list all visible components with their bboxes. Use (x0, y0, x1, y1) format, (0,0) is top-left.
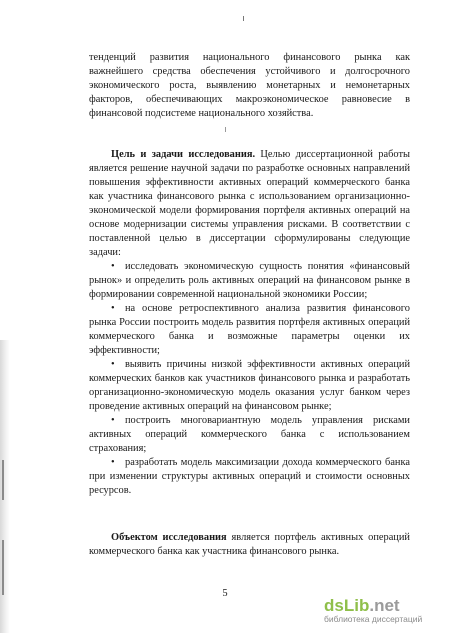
bullet-icon: • (111, 359, 115, 370)
goals-section (89, 148, 410, 498)
object-paragraph (89, 531, 410, 559)
object-text: является портфель активных операций коммерческого банка как участника финансового рынка. (89, 532, 410, 557)
bullet-icon: • (111, 457, 115, 468)
intro-text: тенденций развития национального финансового рынка как важнейшего средства обеспечения устойчивого и долгосрочного экономического роста, выявлению монетарных и немонетарных факторов, обеспечивающих макроэкономическое равновесие в финансовой подсистеме национального хозяйства. (89, 52, 410, 119)
task-text: выявить причины низкой эффективности активных операций коммерческих банков как участников финансового рынка и разработать организационно-экономическую модель оказания услуг банком через проведение активных операций на финансовом рынке; (89, 359, 410, 412)
goals-heading: Цель и задачи исследования. (111, 149, 256, 160)
scan-mark (225, 127, 226, 132)
task-item (89, 358, 410, 414)
task-item (89, 414, 410, 456)
task-text: разработать модель максимизации дохода коммерческого банка при изменении структуры активных операций и стоимости основных ресурсов. (89, 457, 410, 496)
task-item (89, 260, 410, 302)
scan-mark (243, 16, 244, 21)
watermark-logo: dsLib.net (324, 596, 400, 615)
object-section (89, 531, 410, 559)
goals-paragraph (89, 148, 410, 260)
intro-paragraph (89, 51, 410, 121)
bullet-icon: • (111, 415, 115, 426)
task-item (89, 302, 410, 358)
task-item (89, 456, 410, 498)
dslib-watermark[interactable] (324, 597, 440, 627)
page-number: 5 (222, 588, 228, 599)
object-heading: Объектом исследования (111, 532, 227, 543)
bullet-icon: • (111, 303, 115, 314)
task-text: построить многовариантную модель управления рисками активных операций коммерческого банка с использованием страхования; (89, 415, 410, 454)
bullet-icon: • (111, 261, 115, 272)
task-text: исследовать экономическую сущность понятия «финансовый рынок» и определить роль активных операций на финансовом рынке в формировании современной национальной экономики России; (89, 261, 410, 300)
goals-text: Целью диссертационной работы является решение научной задачи по разработке основных направлений повышения эффективности активных операций коммерческого банка как участника финансового рынка с использованием организационно-экономической модели формирования портфеля активных операций на основе модернизации системы управления рисками. В соответствии с поставленной целью в диссертации сформулированы следующие задачи: (89, 149, 410, 258)
watermark-subtitle: библиотека диссертаций (324, 614, 423, 624)
task-text: на основе ретроспективного анализа развития финансового рынка России построить модель развития портфеля активных операций коммерческого банка и возможные параметры оценки их эффективности; (89, 303, 410, 356)
